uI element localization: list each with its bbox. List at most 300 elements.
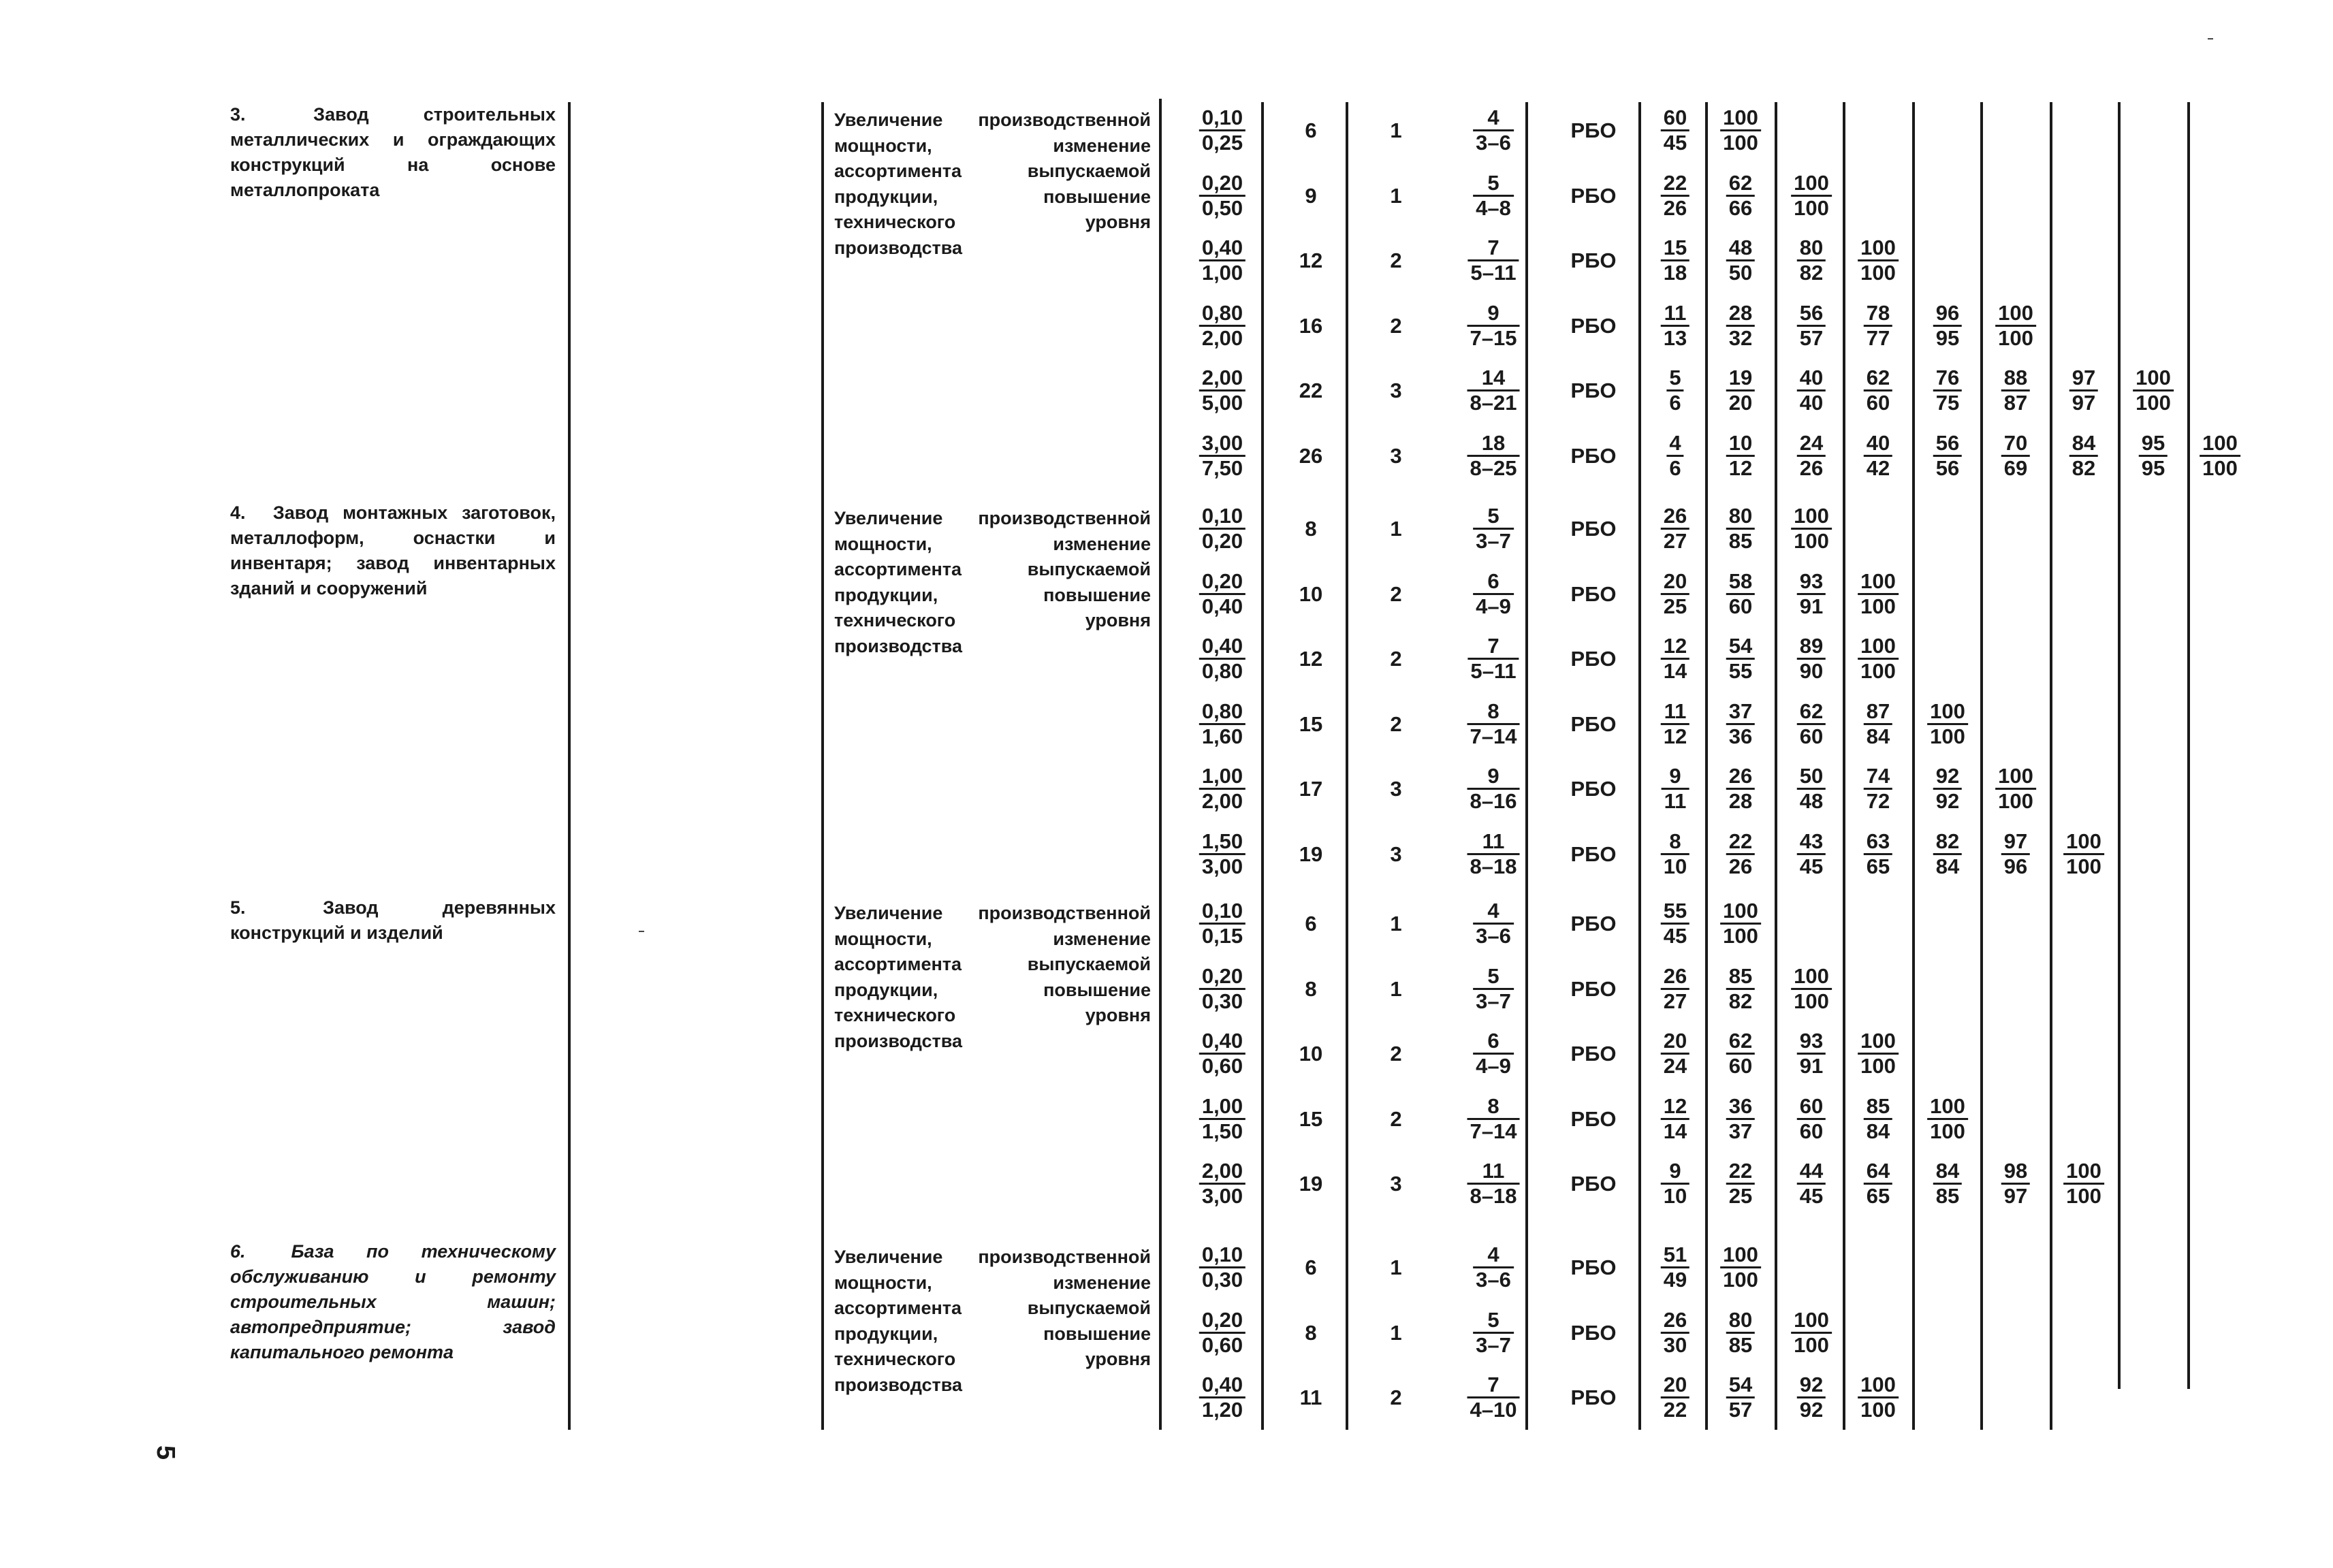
numerator: 100: [1998, 764, 2033, 788]
share-fraction: [1864, 1159, 1892, 1208]
share-fraction: [1995, 302, 2036, 350]
denominator: 100: [1858, 1396, 1899, 1422]
column-rule: [568, 102, 571, 1430]
denominator: 8–18: [1467, 853, 1520, 878]
share-fraction: [2069, 432, 2098, 480]
denominator: 60: [1797, 1118, 1826, 1143]
share-fraction: [2001, 432, 2030, 480]
numerator: 56: [1935, 430, 1960, 455]
denominator: 12: [1726, 455, 1755, 480]
column-rule: [1159, 99, 1162, 1430]
denominator: 100: [1720, 923, 1761, 948]
numerator: 88: [2003, 366, 2028, 389]
numerator: 0,20: [1201, 569, 1243, 593]
numerator: 22: [1728, 829, 1753, 853]
share-fraction: [1933, 1159, 1962, 1208]
denominator: 0,20: [1199, 528, 1245, 553]
denominator: 1,00: [1199, 259, 1245, 285]
denominator: 45: [1661, 923, 1689, 948]
denominator: 95: [2139, 455, 2168, 480]
value-b: 3: [1390, 777, 1402, 801]
denominator: 100: [1720, 129, 1761, 155]
denominator: 1,20: [1199, 1396, 1245, 1422]
numerator: 24: [1799, 430, 1824, 455]
section-number: 4.: [230, 502, 246, 523]
share-fraction: [1797, 700, 1826, 748]
numerator: 3,00: [1201, 430, 1243, 455]
share-fraction: [1726, 570, 1755, 618]
denominator: 0,25: [1199, 129, 1245, 155]
numerator: 97: [2003, 829, 2028, 853]
value-a: 11: [1299, 1386, 1322, 1409]
numerator: 11: [1664, 699, 1687, 723]
denominator: 45: [1661, 129, 1689, 155]
type-code: РБО: [1570, 647, 1617, 671]
denominator: 4–8: [1473, 195, 1514, 220]
share-fraction: [1661, 505, 1689, 553]
share-fraction: [1858, 1373, 1899, 1422]
duration-range: [1467, 432, 1520, 480]
numerator: 51: [1663, 1243, 1687, 1266]
denominator: 60: [1726, 1053, 1755, 1078]
numerator: 6: [1487, 569, 1499, 593]
share-fraction: [1797, 366, 1826, 415]
share-fraction: [1720, 1243, 1761, 1292]
numerator: 5: [1487, 1307, 1499, 1332]
share-fraction: [1661, 1243, 1689, 1292]
denominator: 27: [1661, 528, 1689, 553]
denominator: 49: [1661, 1266, 1689, 1292]
capacity-ratio: [1199, 965, 1245, 1013]
value-b: 2: [1390, 711, 1402, 736]
denominator: 100: [1791, 528, 1832, 553]
numerator: 60: [1663, 106, 1687, 129]
denominator: 3–6: [1473, 923, 1514, 948]
section-title-text: Завод строительных металлических и ограждающих конструкций на основе металлопроката: [230, 104, 556, 200]
share-fraction: [1726, 1373, 1755, 1422]
denominator: 25: [1661, 593, 1689, 618]
denominator: 18: [1661, 259, 1689, 285]
denominator: 14: [1661, 1118, 1689, 1143]
denominator: 100: [1791, 195, 1832, 220]
share-fraction: [1864, 366, 1892, 415]
column-rule: [1525, 102, 1528, 1430]
denominator: 90: [1797, 658, 1826, 683]
value-a: 22: [1299, 379, 1323, 402]
denominator: 26: [1726, 853, 1755, 878]
numerator: 100: [1794, 170, 1829, 195]
capacity-ratio: [1199, 899, 1245, 948]
numerator: 5: [1487, 504, 1499, 528]
numerator: 4: [1487, 106, 1499, 129]
share-fraction: [1858, 570, 1899, 618]
denominator: 0,30: [1199, 1266, 1245, 1292]
capacity-ratio: [1199, 570, 1245, 618]
denominator: 100: [1927, 1118, 1968, 1143]
share-fraction: [1933, 765, 1962, 813]
share-fraction: [1791, 965, 1832, 1013]
share-fraction: [1666, 366, 1683, 415]
numerator: 48: [1728, 236, 1753, 259]
capacity-ratio: [1199, 700, 1245, 748]
denominator: 84: [1864, 1118, 1892, 1143]
share-fraction: [1864, 1095, 1892, 1143]
numerator: 11: [1482, 1159, 1505, 1183]
numerator: 22: [1663, 170, 1687, 195]
share-fraction: [1661, 1029, 1689, 1078]
share-fraction: [1661, 1373, 1689, 1422]
share-fraction: [1791, 1309, 1832, 1357]
share-fraction: [1933, 366, 1962, 415]
duration-range: [1473, 505, 1514, 553]
numerator: 76: [1935, 366, 1960, 389]
numerator: 62: [1799, 699, 1824, 723]
capacity-ratio: [1199, 1373, 1245, 1422]
denominator: 4–10: [1467, 1396, 1520, 1422]
type-code: РБО: [1570, 581, 1617, 606]
denominator: 57: [1726, 1396, 1755, 1422]
numerator: 63: [1866, 829, 1890, 853]
numerator: 100: [1860, 1373, 1896, 1396]
numerator: 0,20: [1201, 963, 1243, 988]
value-b: 3: [1390, 443, 1402, 468]
denominator: 0,50: [1199, 195, 1245, 220]
denominator: 5–11: [1467, 259, 1519, 285]
denominator: 10: [1661, 1183, 1689, 1208]
numerator: 56: [1799, 300, 1824, 325]
numerator: 22: [1728, 1159, 1753, 1183]
denominator: 0,60: [1199, 1332, 1245, 1357]
denominator: 3–7: [1473, 1332, 1514, 1357]
share-fraction: [1661, 1309, 1689, 1357]
denominator: 8–21: [1467, 389, 1520, 415]
share-fraction: [1661, 172, 1689, 220]
denominator: 27: [1661, 988, 1689, 1013]
share-fraction: [1726, 1309, 1755, 1357]
denominator: 0,60: [1199, 1053, 1245, 1078]
value-a: 10: [1299, 1042, 1323, 1066]
share-fraction: [1726, 830, 1755, 878]
numerator: 40: [1799, 366, 1824, 389]
numerator: 50: [1799, 764, 1824, 788]
denominator: 87: [2001, 389, 2030, 415]
denominator: 8–18: [1467, 1183, 1520, 1208]
share-fraction: [1726, 1029, 1755, 1078]
numerator: 5: [1487, 170, 1499, 195]
numerator: 0,10: [1201, 899, 1243, 923]
denominator: 45: [1797, 853, 1826, 878]
denominator: 57: [1797, 325, 1826, 350]
capacity-ratio: [1199, 1095, 1245, 1143]
share-fraction: [1995, 765, 2036, 813]
denominator: 100: [1791, 1332, 1832, 1357]
section-title: [230, 1239, 556, 1365]
denominator: 1,60: [1199, 723, 1245, 748]
denominator: 92: [1797, 1396, 1826, 1422]
type-code: РБО: [1570, 1386, 1617, 1409]
numerator: 100: [1794, 504, 1829, 528]
capacity-ratio: [1199, 1309, 1245, 1357]
denominator: 7–14: [1467, 723, 1520, 748]
numerator: 1,50: [1201, 829, 1243, 853]
share-fraction: [1726, 172, 1755, 220]
numerator: 100: [1723, 899, 1758, 923]
share-fraction: [1661, 302, 1689, 350]
capacity-ratio: [1199, 505, 1245, 553]
share-fraction: [1797, 1095, 1826, 1143]
denominator: 100: [1858, 1053, 1899, 1078]
type-code: РБО: [1570, 249, 1617, 272]
column-rule: [1705, 102, 1708, 1430]
numerator: 82: [1935, 829, 1960, 853]
numerator: 7: [1487, 1373, 1499, 1396]
duration-range: [1467, 236, 1519, 285]
value-a: 16: [1299, 313, 1323, 338]
duration-range: [1467, 366, 1520, 415]
denominator: 0,80: [1199, 658, 1245, 683]
numerator: 14: [1481, 366, 1506, 389]
duration-range: [1473, 1309, 1514, 1357]
denominator: 24: [1661, 1053, 1689, 1078]
denominator: 0,15: [1199, 923, 1245, 948]
value-b: 1: [1390, 1255, 1402, 1279]
capacity-ratio: [1199, 765, 1245, 813]
type-code: РБО: [1570, 1172, 1617, 1196]
denominator: 28: [1726, 788, 1755, 813]
numerator: 92: [1799, 1373, 1824, 1396]
numerator: 8: [1487, 699, 1499, 723]
share-fraction: [1661, 635, 1689, 683]
numerator: 100: [1860, 1029, 1896, 1053]
type-code: РБО: [1570, 313, 1617, 338]
share-fraction: [1797, 1029, 1826, 1078]
value-a: 6: [1305, 118, 1317, 142]
column-rule: [1843, 102, 1845, 1430]
denominator: 5–11: [1467, 658, 1519, 683]
numerator: 20: [1663, 1029, 1687, 1053]
type-code: РБО: [1570, 711, 1617, 736]
type-code: РБО: [1570, 1320, 1617, 1345]
numerator: 12: [1663, 634, 1687, 658]
value-b: 1: [1390, 183, 1402, 208]
numerator: 8: [1669, 829, 1681, 853]
numerator: 62: [1728, 1029, 1753, 1053]
capacity-ratio: [1199, 302, 1245, 350]
denominator: 6: [1666, 455, 1683, 480]
denominator: 0,40: [1199, 593, 1245, 618]
share-fraction: [1726, 1159, 1755, 1208]
numerator: 62: [1728, 170, 1753, 195]
denominator: 7–14: [1467, 1118, 1520, 1143]
denominator: 84: [1933, 853, 1962, 878]
section-title: [230, 895, 556, 946]
denominator: 66: [1726, 195, 1755, 220]
numerator: 74: [1866, 764, 1890, 788]
numerator: 100: [1930, 1093, 1965, 1118]
numerator: 78: [1866, 300, 1890, 325]
numerator: 0,40: [1201, 236, 1243, 259]
numerator: 20: [1663, 1373, 1687, 1396]
numerator: 15: [1663, 236, 1687, 259]
denominator: 1,50: [1199, 1118, 1245, 1143]
numerator: 87: [1866, 699, 1890, 723]
denominator: 13: [1661, 325, 1689, 350]
column-rule: [2187, 102, 2190, 1389]
denominator: 4–9: [1473, 1053, 1514, 1078]
share-fraction: [1791, 505, 1832, 553]
denominator: 85: [1933, 1183, 1962, 1208]
denominator: 11: [1662, 788, 1689, 813]
numerator: 100: [2066, 1159, 2101, 1183]
numerator: 11: [1664, 300, 1687, 325]
share-fraction: [2069, 366, 2098, 415]
section-number: 6.: [230, 1241, 246, 1262]
denominator: 85: [1726, 528, 1755, 553]
column-rule: [1261, 102, 1264, 1430]
numerator: 9: [1487, 300, 1499, 325]
share-fraction: [1864, 432, 1892, 480]
value-a: 12: [1299, 249, 1323, 272]
denominator: 56: [1933, 455, 1962, 480]
capacity-ratio: [1199, 236, 1245, 285]
type-code: РБО: [1570, 1106, 1617, 1131]
share-fraction: [1797, 1373, 1826, 1422]
value-a: 6: [1305, 1255, 1317, 1279]
numerator: 80: [1728, 504, 1753, 528]
capacity-ratio: [1199, 366, 1245, 415]
share-fraction: [2001, 1159, 2030, 1208]
section-number: 3.: [230, 104, 246, 125]
duration-range: [1473, 1243, 1514, 1292]
column-rule: [1775, 102, 1777, 1430]
numerator: 7: [1487, 236, 1499, 259]
share-fraction: [1864, 830, 1892, 878]
denominator: 8–25: [1467, 455, 1520, 480]
share-fraction: [2063, 830, 2104, 878]
numerator: 0,40: [1201, 1373, 1243, 1396]
numerator: 98: [2003, 1159, 2028, 1183]
numerator: 100: [2202, 430, 2238, 455]
type-code: РБО: [1570, 1042, 1617, 1066]
denominator: 25: [1726, 1183, 1755, 1208]
type-code: РБО: [1570, 976, 1617, 1001]
share-fraction: [2063, 1159, 2104, 1208]
numerator: 37: [1728, 699, 1753, 723]
numerator: 100: [1723, 1243, 1758, 1266]
share-fraction: [1933, 302, 1962, 350]
share-fraction: [1797, 432, 1826, 480]
share-fraction: [1726, 366, 1755, 415]
denominator: 96: [2001, 853, 2030, 878]
denominator: 77: [1864, 325, 1892, 350]
share-fraction: [1864, 765, 1892, 813]
share-fraction: [1797, 236, 1826, 285]
share-fraction: [1933, 432, 1962, 480]
numerator: 5: [1487, 963, 1499, 988]
share-fraction: [1661, 965, 1689, 1013]
numerator: 20: [1663, 569, 1687, 593]
type-code: РБО: [1570, 183, 1617, 208]
duration-range: [1473, 965, 1514, 1013]
type-code: РБО: [1570, 777, 1617, 801]
type-code: РБО: [1570, 443, 1617, 468]
capacity-ratio: [1199, 432, 1245, 480]
share-fraction: [1662, 765, 1689, 813]
denominator: 42: [1864, 455, 1892, 480]
section-description: Увеличение производственной мощности, изменение ассортимента выпускаемой продукции, повышение технического уровня производства: [834, 1247, 1151, 1395]
numerator: 55: [1663, 899, 1687, 923]
numerator: 100: [2136, 366, 2171, 389]
denominator: 3–6: [1473, 129, 1514, 155]
denominator: 72: [1864, 788, 1892, 813]
column-rule: [2050, 102, 2052, 1430]
share-fraction: [1797, 302, 1826, 350]
numerator: 0,10: [1201, 1243, 1243, 1266]
share-fraction: [1666, 432, 1683, 480]
numerator: 9: [1669, 764, 1681, 788]
share-fraction: [1797, 1159, 1826, 1208]
denominator: 2,00: [1199, 325, 1245, 350]
numerator: 4: [1487, 899, 1499, 923]
share-fraction: [1661, 700, 1689, 748]
page-number: 5: [151, 1445, 180, 1460]
share-fraction: [1726, 765, 1755, 813]
duration-range: [1467, 830, 1520, 878]
section-number: 5.: [230, 897, 246, 918]
column-rule: [1912, 102, 1915, 1430]
share-fraction: [1661, 830, 1689, 878]
denominator: 92: [1933, 788, 1962, 813]
value-a: 19: [1299, 842, 1323, 866]
share-fraction: [1726, 302, 1755, 350]
numerator: 96: [1935, 300, 1960, 325]
numerator: 100: [1860, 569, 1896, 593]
denominator: 32: [1726, 325, 1755, 350]
denominator: 14: [1661, 658, 1689, 683]
numerator: 64: [1866, 1159, 1890, 1183]
numerator: 54: [1728, 634, 1753, 658]
share-fraction: [1933, 830, 1962, 878]
share-fraction: [1661, 106, 1689, 155]
denominator: 100: [1995, 325, 2036, 350]
denominator: 91: [1797, 593, 1826, 618]
numerator: 0,20: [1201, 170, 1243, 195]
share-fraction: [1726, 236, 1755, 285]
denominator: 0,30: [1199, 988, 1245, 1013]
share-fraction: [1726, 965, 1755, 1013]
share-fraction: [1797, 830, 1826, 878]
type-code: РБО: [1570, 912, 1617, 935]
share-fraction: [1720, 899, 1761, 948]
numerator: 80: [1799, 236, 1824, 259]
numerator: 11: [1482, 829, 1505, 853]
share-fraction: [1797, 765, 1826, 813]
value-b: 2: [1390, 1386, 1402, 1409]
type-code: РБО: [1570, 842, 1617, 866]
duration-range: [1473, 172, 1514, 220]
share-fraction: [1726, 432, 1755, 480]
numerator: 93: [1799, 569, 1824, 593]
share-fraction: [1720, 106, 1761, 155]
denominator: 100: [1927, 723, 1968, 748]
denominator: 12: [1661, 723, 1689, 748]
numerator: 9: [1669, 1159, 1681, 1183]
duration-range: [1467, 1373, 1520, 1422]
denominator: 91: [1797, 1053, 1826, 1078]
denominator: 40: [1797, 389, 1826, 415]
denominator: 36: [1726, 723, 1755, 748]
value-b: 2: [1390, 581, 1402, 606]
